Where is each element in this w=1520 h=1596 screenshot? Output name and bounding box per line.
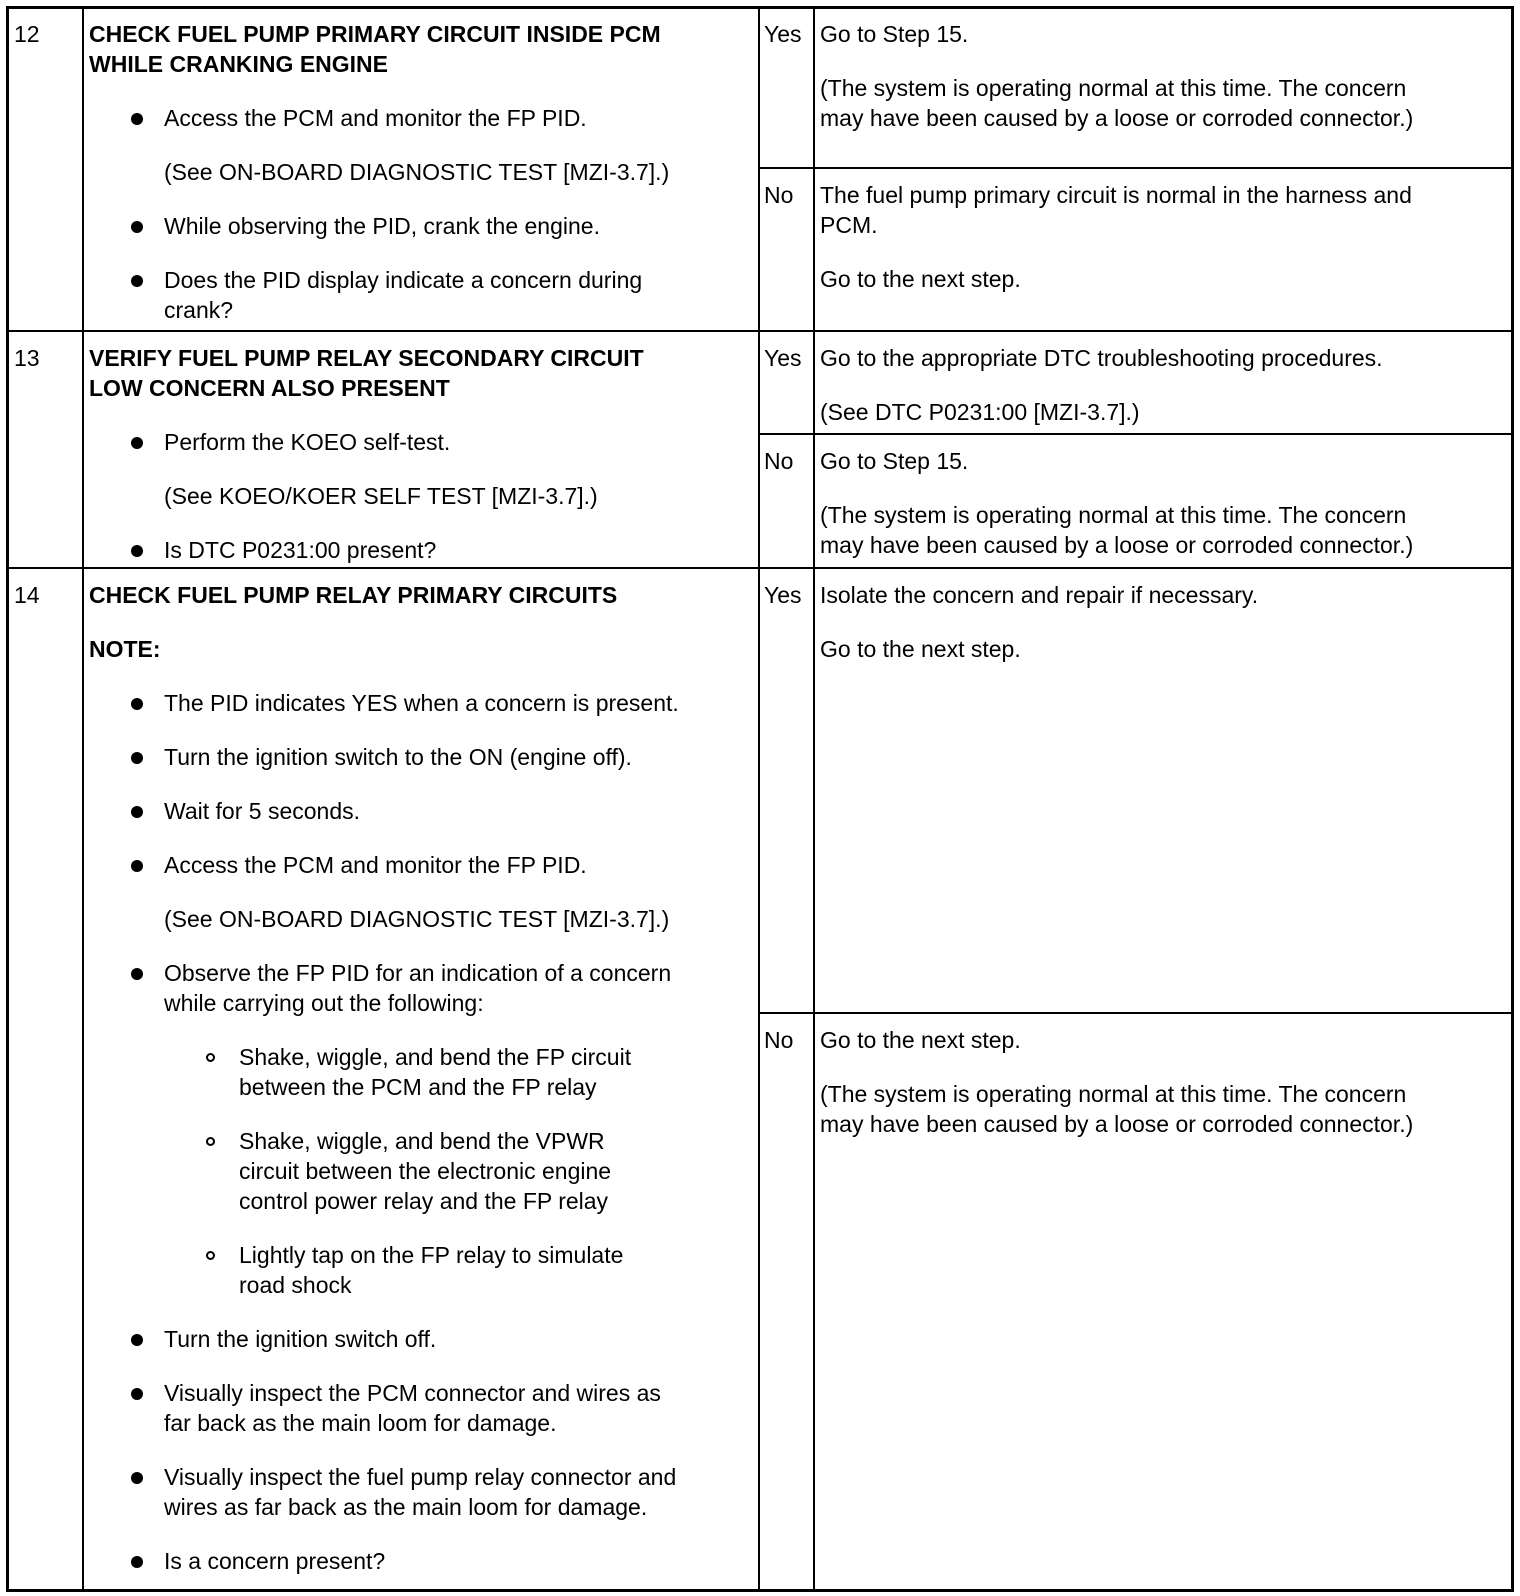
instruction-text: Shake, wiggle, and bend the FP circuit: [239, 1044, 632, 1070]
yes-result-text: Isolate the concern and repair if necessary.: [820, 582, 1259, 608]
reference-text: (See ON-BOARD DIAGNOSTIC TEST [MZI-3.7].): [164, 159, 670, 185]
step-number: 12: [14, 21, 40, 47]
instruction-text: Access the PCM and monitor the FP PID.: [164, 852, 587, 878]
no-result-text: Go to Step 15.: [820, 448, 969, 474]
yes-result-text: (See DTC P0231:00 [MZI-3.7].): [820, 399, 1140, 425]
instruction-text: while carrying out the following:: [164, 990, 484, 1016]
instruction-text: Is DTC P0231:00 present?: [164, 537, 437, 563]
yes-label: Yes: [764, 582, 802, 608]
step-title: CHECK FUEL PUMP PRIMARY CIRCUIT INSIDE PCM: [89, 21, 661, 47]
instruction-text: Lightly tap on the FP relay to simulate: [239, 1242, 624, 1268]
bullet-icon: [131, 275, 143, 287]
instruction-text: Observe the FP PID for an indication of a concern: [164, 960, 672, 986]
instruction-text: Turn the ignition switch to the ON (engine off).: [164, 744, 632, 770]
yes-result-text: Go to Step 15.: [820, 21, 969, 47]
yes-label: Yes: [764, 345, 802, 371]
instruction-text: Wait for 5 seconds.: [164, 798, 361, 824]
yes-result-text: may have been caused by a loose or corroded connector.): [820, 105, 1414, 131]
reference-text: (See KOEO/KOER SELF TEST [MZI-3.7].): [164, 483, 598, 509]
yes-result-text: (The system is operating normal at this time. The concern: [820, 75, 1407, 101]
instruction-text: circuit between the electronic engine: [239, 1158, 612, 1184]
instruction-text: Perform the KOEO self-test.: [164, 429, 451, 455]
circle-bullet-icon: [206, 1251, 215, 1260]
instruction-text: Does the PID display indicate a concern during: [164, 267, 643, 293]
no-label: No: [764, 182, 794, 208]
circle-bullet-icon: [206, 1053, 215, 1062]
instruction-text: between the PCM and the FP relay: [239, 1074, 597, 1100]
bullet-icon: [131, 545, 143, 557]
bullet-icon: [131, 1388, 143, 1400]
instruction-text: Visually inspect the fuel pump relay connector and: [164, 1464, 677, 1490]
circle-bullet-icon: [206, 1137, 215, 1146]
bullet-icon: [131, 968, 143, 980]
row-divider: [758, 433, 1514, 435]
instruction-text: far back as the main loom for damage.: [164, 1410, 557, 1436]
step-title: LOW CONCERN ALSO PRESENT: [89, 375, 450, 401]
row-divider: [758, 1012, 1514, 1014]
yes-result-text: Go to the appropriate DTC troubleshooting procedures.: [820, 345, 1383, 371]
instruction-text: While observing the PID, crank the engine.: [164, 213, 600, 239]
instruction-text: Is a concern present?: [164, 1548, 386, 1574]
step-number: 13: [14, 345, 40, 371]
instruction-text: Turn the ignition switch off.: [164, 1326, 437, 1352]
no-result-text: may have been caused by a loose or corroded connector.): [820, 1111, 1414, 1137]
step-title: VERIFY FUEL PUMP RELAY SECONDARY CIRCUIT: [89, 345, 644, 371]
step-title: CHECK FUEL PUMP RELAY PRIMARY CIRCUITS: [89, 582, 618, 608]
no-label: No: [764, 1027, 794, 1053]
no-result-text: PCM.: [820, 212, 878, 238]
yes-label: Yes: [764, 21, 802, 47]
instruction-text: Visually inspect the PCM connector and wires as: [164, 1380, 661, 1406]
step-title: WHILE CRANKING ENGINE: [89, 51, 388, 77]
yes-result-text: Go to the next step.: [820, 636, 1021, 662]
column-divider: [758, 6, 760, 1592]
instruction-text: control power relay and the FP relay: [239, 1188, 609, 1214]
instruction-text: wires as far back as the main loom for damage.: [164, 1494, 648, 1520]
no-result-text: Go to the next step.: [820, 1027, 1021, 1053]
no-result-text: may have been caused by a loose or corroded connector.): [820, 532, 1414, 558]
instruction-text: road shock: [239, 1272, 352, 1298]
step-number: 14: [14, 582, 40, 608]
instruction-text: Shake, wiggle, and bend the VPWR: [239, 1128, 605, 1154]
row-divider: [758, 167, 1514, 169]
bullet-icon: [131, 752, 143, 764]
instruction-text: The PID indicates YES when a concern is present.: [164, 690, 679, 716]
no-result-text: Go to the next step.: [820, 266, 1021, 292]
bullet-icon: [131, 698, 143, 710]
no-result-text: The fuel pump primary circuit is normal in the harness and: [820, 182, 1412, 208]
reference-text: (See ON-BOARD DIAGNOSTIC TEST [MZI-3.7].): [164, 906, 670, 932]
no-result-text: (The system is operating normal at this time. The concern: [820, 502, 1407, 528]
bullet-icon: [131, 1556, 143, 1568]
bullet-icon: [131, 806, 143, 818]
bullet-icon: [131, 437, 143, 449]
no-label: No: [764, 448, 794, 474]
instruction-text: Access the PCM and monitor the FP PID.: [164, 105, 587, 131]
no-result-text: (The system is operating normal at this time. The concern: [820, 1081, 1407, 1107]
bullet-icon: [131, 1334, 143, 1346]
column-divider: [82, 6, 84, 1592]
bullet-icon: [131, 221, 143, 233]
note-label: NOTE:: [89, 636, 161, 662]
column-divider: [813, 6, 815, 1592]
bullet-icon: [131, 860, 143, 872]
instruction-text: crank?: [164, 297, 234, 323]
row-divider: [6, 567, 1514, 569]
bullet-icon: [131, 1472, 143, 1484]
bullet-icon: [131, 113, 143, 125]
row-divider: [6, 330, 1514, 332]
